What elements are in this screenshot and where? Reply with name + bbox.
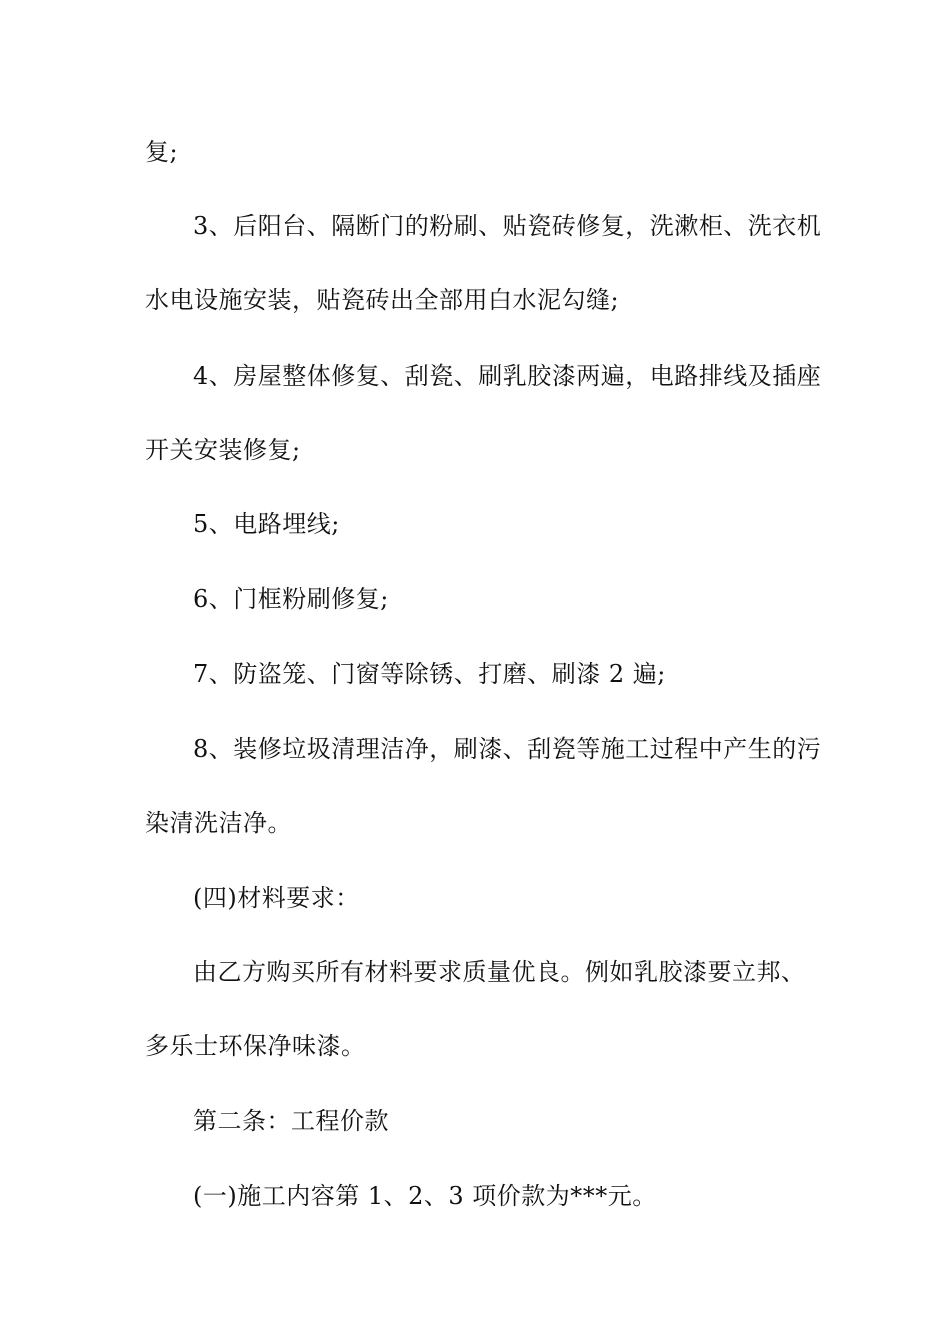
text-line-7: 6、门框粉刷修复; [193,585,389,613]
text-line-5: 开关安装修复; [145,436,301,464]
text-line-6: 5、电路埋线; [193,510,340,538]
text-line-10: 染清洗洁净。 [145,809,292,837]
text-line-2: 3、后阳台、隔断门的粉刷、贴瓷砖修复，洗漱柜、洗衣机 [193,212,822,240]
text-line-12: 由乙方购买所有材料要求质量优良。例如乳胶漆要立邦、 [193,958,806,986]
text-line-9: 8、装修垃圾清理洁净，刷漆、刮瓷等施工过程中产生的污 [193,735,822,763]
text-line-3: 水电设施安装，贴瓷砖出全部用白水泥勾缝; [145,286,620,314]
text-line-11: (四)材料要求： [193,884,360,912]
text-line-14: 第二条：工程价款 [193,1107,389,1135]
text-line-8: 7、防盗笼、门窗等除锈、打磨、刷漆 2 遍; [193,660,666,688]
text-line-4: 4、房屋整体修复、刮瓷、刷乳胶漆两遍，电路排线及插座 [193,362,822,390]
text-line-1: 复; [145,138,179,166]
text-line-15: (一)施工内容第 1、2、3 项价款为***元。 [193,1182,657,1210]
text-line-13: 多乐士环保净味漆。 [145,1032,366,1060]
